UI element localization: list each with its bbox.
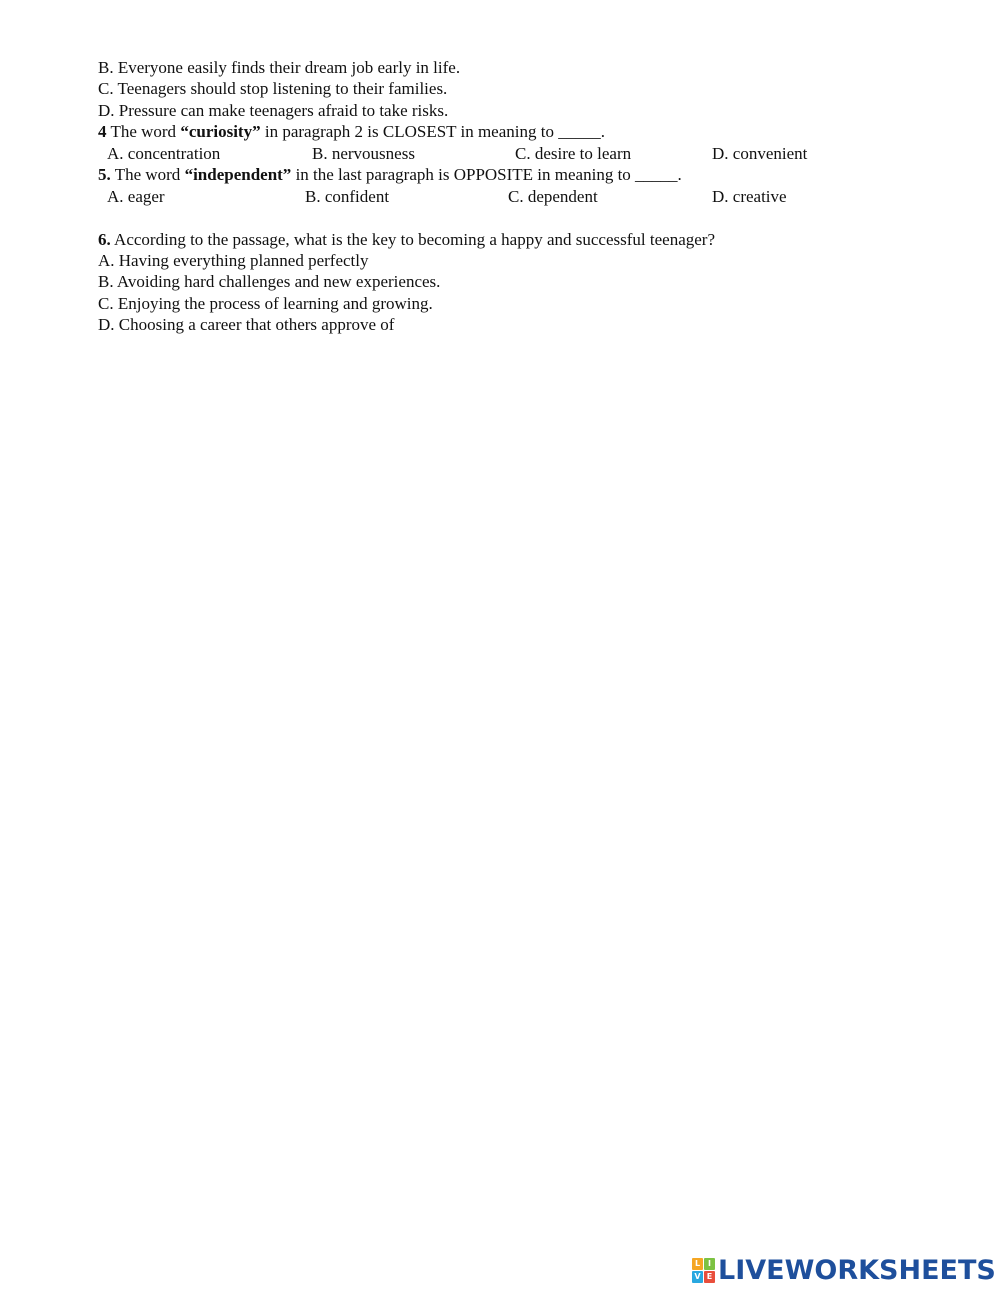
q5-option-c[interactable]: C. dependent — [508, 187, 598, 206]
q5-option-b[interactable]: B. confident — [305, 187, 390, 206]
q5-options — [0, 186, 1000, 207]
q3-option-b: B. Everyone easily finds their dream job early in life. — [98, 58, 461, 77]
q6-option-c[interactable]: C. Enjoying the process of learning and growing. — [98, 294, 433, 313]
q6-option-d[interactable]: D. Choosing a career that others approve of — [98, 315, 395, 334]
q4-stem — [98, 121, 605, 142]
q4-option-a[interactable]: A. concentration — [107, 144, 221, 163]
q4-option-c[interactable]: C. desire to learn — [515, 144, 632, 163]
q5-stem-post: in the last paragraph is OPPOSITE in meaning to _____. — [291, 165, 682, 184]
q6-stem-text: According to the passage, what is the key to becoming a happy and successful teenager? — [110, 230, 715, 249]
q4-stem-pre: The word — [106, 122, 181, 141]
q5-keyword: “independent” — [184, 165, 292, 184]
logo-mark-i: I — [704, 1258, 715, 1270]
q6-option-a[interactable]: A. Having everything planned perfectly — [98, 251, 369, 270]
q4-option-b[interactable]: B. nervousness — [312, 144, 415, 163]
q3-option-c: C. Teenagers should stop listening to their families. — [98, 79, 448, 98]
q4-keyword: “curiosity” — [180, 122, 261, 141]
q4-number: 4 — [98, 122, 107, 141]
q4-options — [0, 143, 1000, 164]
q6-stem — [98, 229, 715, 250]
q4-stem-post: in paragraph 2 is CLOSEST in meaning to _____. — [260, 122, 605, 141]
q3-option-d: D. Pressure can make teenagers afraid to take risks. — [98, 101, 449, 120]
logo-mark-e: E — [704, 1271, 715, 1283]
logo-mark-v: V — [692, 1271, 703, 1283]
logo-mark-l: L — [692, 1258, 703, 1270]
q5-number: 5. — [98, 165, 111, 184]
logo-text: LIVEWORKSHEETS — [718, 1254, 996, 1286]
q5-stem-pre: The word — [110, 165, 185, 184]
q5-option-d[interactable]: D. creative — [712, 187, 787, 206]
q4-option-d[interactable]: D. convenient — [712, 144, 808, 163]
logo-mark-icon — [692, 1258, 714, 1282]
liveworksheets-logo — [692, 1256, 996, 1284]
q6-number: 6. — [98, 230, 111, 249]
q6-option-b[interactable]: B. Avoiding hard challenges and new experiences. — [98, 272, 441, 291]
q5-stem — [98, 164, 682, 185]
q5-option-a[interactable]: A. eager — [107, 187, 165, 206]
